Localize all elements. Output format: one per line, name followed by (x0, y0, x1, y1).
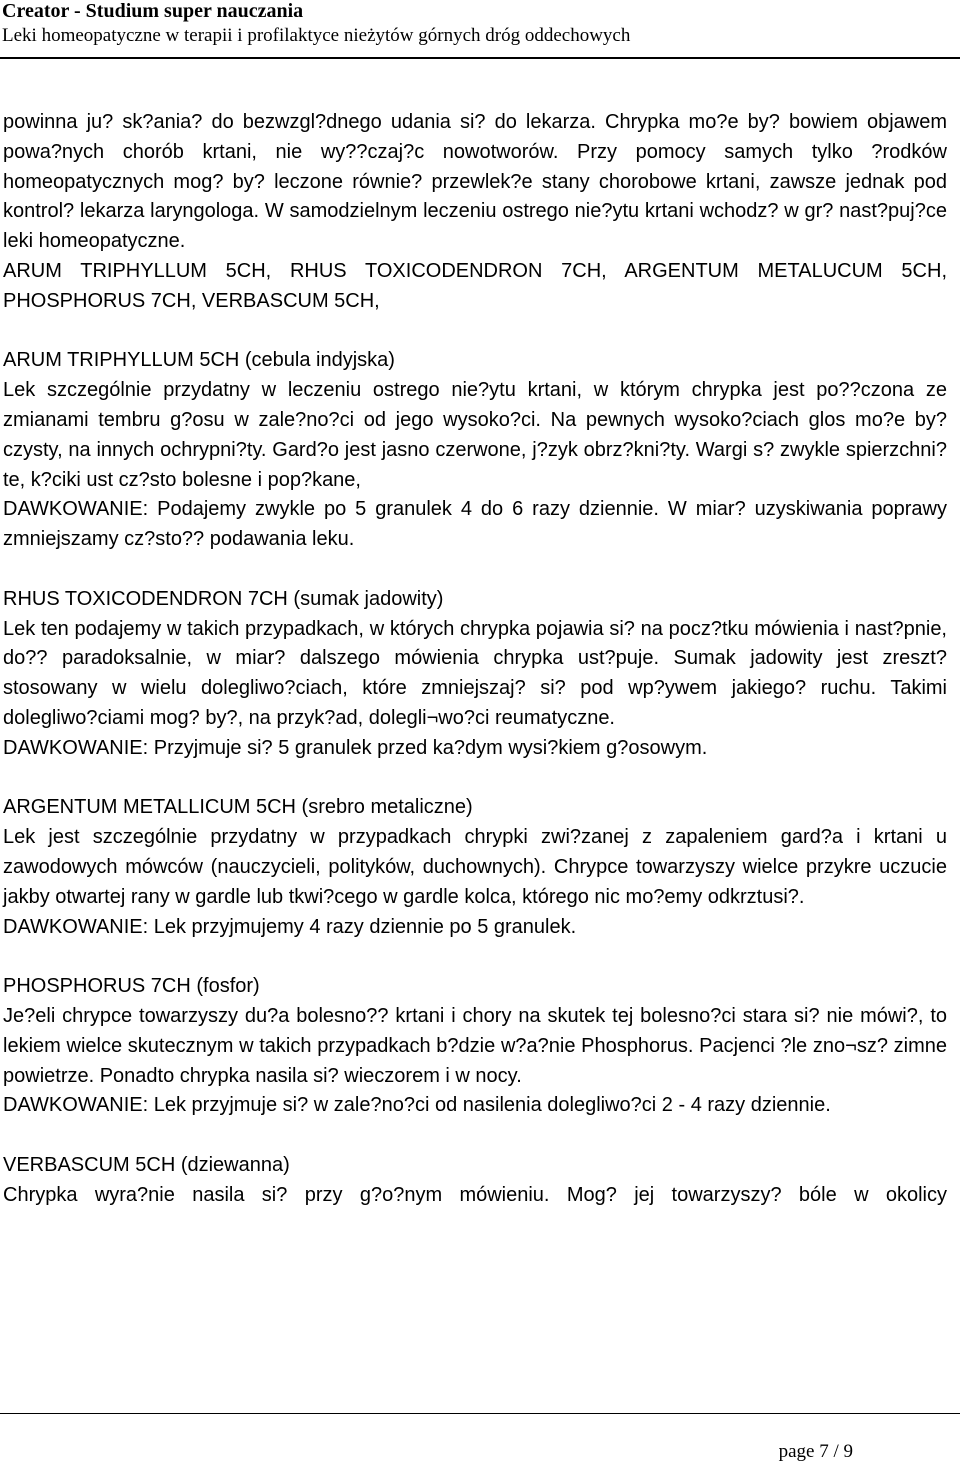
section-heading: RHUS TOXICODENDRON 7CH (sumak jadowity) (3, 587, 444, 610)
section-dosage: DAWKOWANIE: Lek przyjmuje si? w zale?no?ci od nasilenia dolegliwo?ci 2 - 4 razy dziennie. (3, 1094, 831, 1117)
section-heading: ARUM TRIPHYLLUM 5CH (cebula indyjska) (3, 349, 395, 372)
header-title: Creator - Studium super nauczania (2, 0, 304, 22)
section-heading: VERBASCUM 5CH (dziewanna) (3, 1153, 290, 1176)
section-dosage: DAWKOWANIE: Podajemy zwykle po 5 granulek 4 do 6 razy dziennie. W miar? uzyskiwania poprawy zmniejszamy cz?sto?? podawania leku. (3, 498, 947, 551)
section-argentum-metallicum (3, 793, 947, 942)
section-body: Lek ten podajemy w takich przypadkach, w których chrypka pojawia si? na pocz?tku mówienia i nast?pnie, do?? paradoksalnie, w miar? dalszego mówienia chrypka ust?puje. Sumak jadowity jest zreszt? stosowany w wielu dolegliwo?ciach, które zmniejszaj? si? pod wp?ywem jakiego? ruchu. Takimi dolegliwo?ciami mog? by?, na przyk?ad, dolegli¬wo?ci reumatyczne. (3, 617, 947, 729)
header-subtitle: Leki homeopatyczne w terapii i profilaktyce nieżytów górnych dróg oddechowych (2, 25, 631, 46)
paragraph-gap (3, 555, 947, 585)
section-body: Lek szczególnie przydatny w leczeniu ostrego nie?ytu krtani, w którym chrypka jest po??czona ze zmianami tembru g?osu w zale?no?ci od jego wysoko?ci. Na pewnych wysoko?ciach glos mo?e by? czysty, na innych ochrypni?ty. Gard?o jest jasno czerwone, j?zyk obrz?kni?ty. Wargi s? zwykle spierzchni?te, k?ciki ust cz?sto bolesne i pop?kane, (3, 379, 947, 491)
section-heading: PHOSPHORUS 7CH (fosfor) (3, 975, 260, 998)
paragraph-gap (3, 764, 947, 794)
section-rhus-toxicodendron (3, 585, 947, 764)
section-phosphorus (3, 972, 947, 1121)
paragraph-gap (3, 942, 947, 972)
section-verbascum (3, 1151, 947, 1211)
intro-paragraph: powinna ju? sk?ania? do bezwzgl?dnego udania si? do lekarza. Chrypka mo?e by? bowiem objawem powa?nych chorób krtani, nie wy??czaj?c nowotworów. Przy pomocy samych tylko ?rodków homeopatycznych mog? by? leczone równie? przewlek?e stany chorobowe krtani, zawsze jednak pod kontrol? lekarza laryngologa. W samodzielnym leczeniu ostrego nie?ytu krtani wchodz? w gr? nast?puj?ce leki homeopatyczne. (3, 111, 947, 253)
document-body (3, 108, 947, 1210)
paragraph-gap (3, 1121, 947, 1151)
page-header (0, 0, 960, 60)
section-dosage: DAWKOWANIE: Lek przyjmujemy 4 razy dziennie po 5 granulek. (3, 915, 577, 938)
section-dosage: DAWKOWANIE: Przyjmuje si? 5 granulek przed ka?dym wysi?kiem g?osowym. (3, 736, 708, 759)
remedy-list: ARUM TRIPHYLLUM 5CH, RHUS TOXICODENDRON 7CH, ARGENTUM METALUCUM 5CH, PHOSPHORUS 7CH, VERBASCUM 5CH, (3, 259, 947, 312)
header-rule (0, 57, 960, 59)
page-number: page 7 / 9 (778, 1441, 853, 1462)
section-heading: ARGENTUM METALLICUM 5CH (srebro metaliczne) (3, 796, 473, 819)
section-body: Je?eli chrypce towarzyszy du?a bolesno?? krtani i chory na skutek tej bolesno?ci stara si? nie mówi?, to lekiem wielce skutecznym w takich przypadkach b?dzie w?a?nie Phosphorus. Pacjenci ?le zno¬sz? zimne powietrze. Ponadto chrypka nasila si? wieczorem i w nocy. (3, 1004, 947, 1087)
footer-rule (0, 1413, 960, 1414)
section-arum-triphyllum (3, 346, 947, 555)
section-body: Chrypka wyra?nie nasila si? przy g?o?nym mówieniu. Mog? jej towarzyszy? bóle w okolicy (3, 1183, 947, 1206)
paragraph-gap (3, 317, 947, 347)
section-body: Lek jest szczególnie przydatny w przypadkach chrypki zwi?zanej z zapaleniem gard?a i krtani u zawodowych mówców (nauczycieli, polityków, duchownych). Chrypce towarzyszy wielce przykre uczucie jakby otwartej rany w gardle lub tkwi?cego w gardle kolca, którego nic mo?emy odkrztusi?. (3, 826, 947, 908)
